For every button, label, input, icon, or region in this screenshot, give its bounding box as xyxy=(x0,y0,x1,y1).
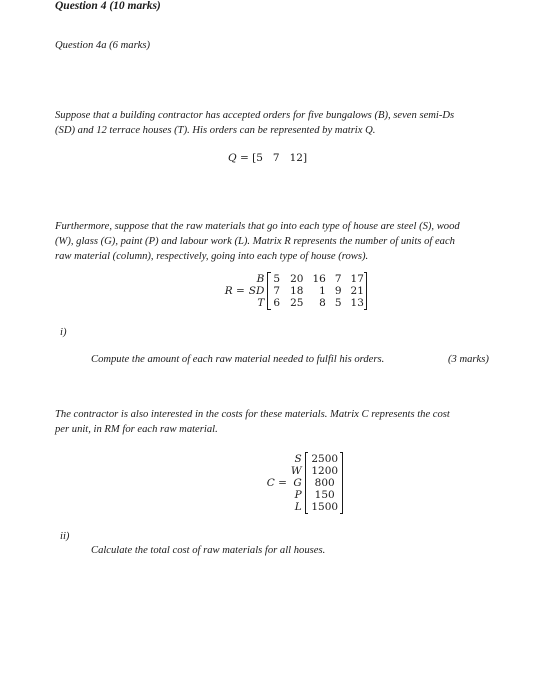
matrix-c xyxy=(240,452,343,514)
matrix-q-values: [5 7 12] xyxy=(252,152,308,164)
matrix-r-symbol: R xyxy=(224,285,233,297)
part-ii-marker: ii) xyxy=(60,531,70,542)
matrix-r-cell: 7 xyxy=(334,272,342,285)
matrix-r-cell: 17 xyxy=(350,272,364,285)
intro-line-1: Suppose that a building contractor has accepted orders for five bungalows (B), seven semi-Ds xyxy=(55,110,455,121)
matrix-r-equals: = xyxy=(235,285,245,297)
matrix-r-cell: 16 xyxy=(312,272,326,285)
part-i-question: Compute the amount of each raw material needed to fulfil his orders. xyxy=(91,354,385,365)
matrix-r-cell: 9 xyxy=(334,285,342,297)
matrix-r-cell: 25 xyxy=(290,297,304,310)
materials-line-3: raw material (column), respectively, going into each type of house (rows). xyxy=(55,251,369,262)
cost-paragraph xyxy=(55,407,525,437)
materials-paragraph xyxy=(55,219,525,264)
matrix-c-row-label: P xyxy=(294,489,302,501)
matrix-q xyxy=(228,152,307,164)
part-ii-question: Calculate the total cost of raw materials for all houses. xyxy=(91,545,326,556)
cost-line-2: per unit, in RM for each raw material. xyxy=(55,424,218,435)
matrix-r-row-label: SD xyxy=(248,285,265,297)
matrix-c-row-label: L xyxy=(294,501,302,514)
matrix-r xyxy=(198,272,367,310)
matrix-c-row-label: W xyxy=(290,465,302,477)
matrix-q-equals: = xyxy=(239,152,249,164)
matrix-c-cell: 150 xyxy=(314,489,335,501)
matrix-c-cell: 1500 xyxy=(311,501,339,514)
matrix-r-cell: 18 xyxy=(290,285,304,297)
materials-line-1: Furthermore, suppose that the raw materials that go into each type of house are steel (S), wood xyxy=(55,221,460,232)
matrix-r-cell: 21 xyxy=(350,285,364,297)
matrix-r-cell: 13 xyxy=(350,297,364,310)
question-title: Question 4 (10 marks) xyxy=(55,0,161,12)
part-i-marker: i) xyxy=(60,327,67,338)
matrix-c-row-label: G xyxy=(293,477,302,489)
subquestion-title: Question 4a (6 marks) xyxy=(55,40,151,51)
matrix-c-cell: 1200 xyxy=(311,465,339,477)
matrix-r-cell: 1 xyxy=(319,285,326,297)
part-i-marks: (3 marks) xyxy=(448,354,489,365)
matrix-c-symbol: C xyxy=(266,477,275,489)
matrix-c-row-label: S xyxy=(294,452,302,465)
matrix-r-cell: 7 xyxy=(273,285,281,297)
cost-line-1: The contractor is also interested in the costs for these materials. Matrix C represents the cost xyxy=(55,409,450,420)
intro-line-2: (SD) and 12 terrace houses (T). His orders can be represented by matrix Q. xyxy=(55,125,376,136)
matrix-c-cell: 2500 xyxy=(311,452,339,465)
matrix-q-symbol: Q xyxy=(228,152,237,164)
matrix-r-cell: 20 xyxy=(290,272,304,285)
matrix-r-cell: 6 xyxy=(273,297,281,310)
matrix-r-cell: 8 xyxy=(319,297,326,310)
matrix-r-row-label: T xyxy=(257,297,265,310)
matrix-c-cell: 800 xyxy=(314,477,335,489)
materials-line-2: (W), glass (G), paint (P) and labour work (L). Matrix R represents the number of units of each xyxy=(55,236,455,247)
matrix-r-cell: 5 xyxy=(334,297,342,310)
matrix-r-row-label: B xyxy=(256,272,265,285)
matrix-r-cell: 5 xyxy=(273,272,281,285)
matrix-c-equals: = xyxy=(278,477,287,489)
intro-paragraph xyxy=(55,108,525,138)
